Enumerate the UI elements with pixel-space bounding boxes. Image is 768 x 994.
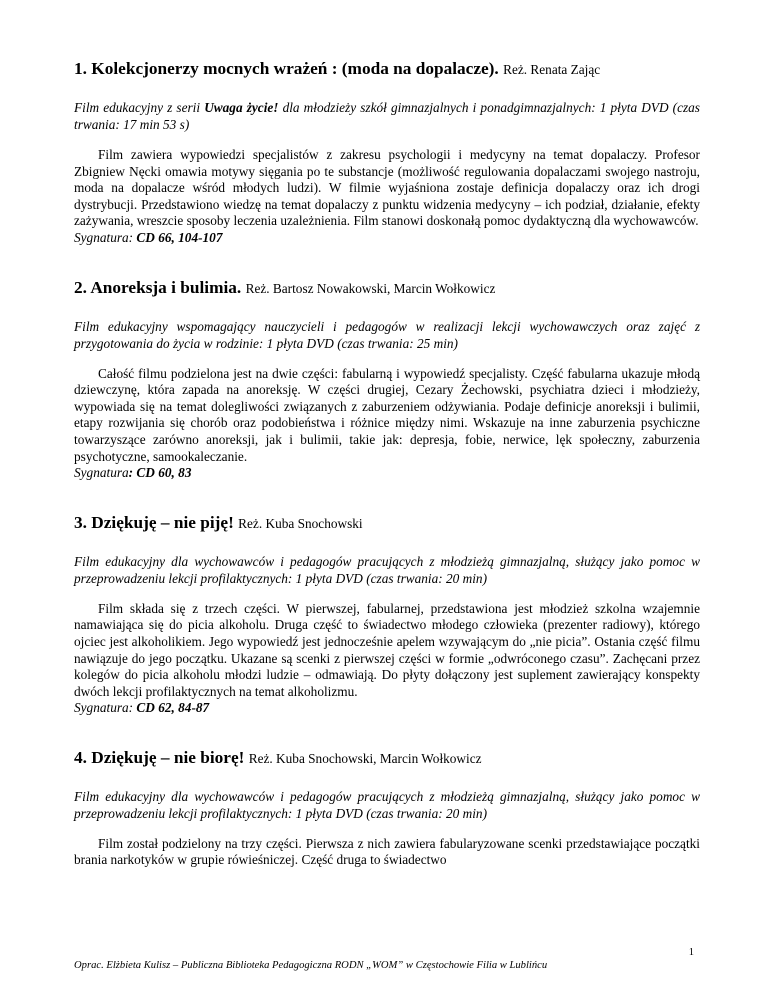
catalog-entry-1 <box>74 58 700 247</box>
entry-title: 3. Dziękuję – nie piję! <box>74 512 234 532</box>
entry-director: Reż. Bartosz Nowakowski, Marcin Wołkowicz <box>245 280 496 296</box>
entry-signature <box>74 465 700 482</box>
entry-title: 1. Kolekcjonerzy mocnych wrażeń : (moda na dopalacze). <box>74 59 499 78</box>
entry-signature <box>74 230 700 247</box>
entry-director: Reż. Renata Zając <box>503 62 601 77</box>
catalog-entry-4 <box>74 747 700 869</box>
entry-subtitle <box>74 99 700 133</box>
catalog-entry-3 <box>74 512 700 717</box>
signature-value: CD 66, 104-107 <box>136 229 223 245</box>
entry-subtitle: Film edukacyjny dla wychowawców i pedagogów pracujących z młodzieżą gimnazjalną, służący jako pomoc w przeprowadzeniu lekcji profilaktycznych: 1 płyta DVD (czas trwania: 20 min) <box>74 788 700 821</box>
entry-description: Film został podzielony na trzy części. Pierwsza z nich zawiera fabularyzowane scenki przedstawiające początki brania narkotyków w grupie rówieśniczej. Część druga to świadectwo <box>74 835 700 868</box>
entry-heading <box>74 747 700 770</box>
signature-label: Sygnatura: <box>74 700 137 716</box>
signature-value: CD 62, 84-87 <box>136 700 210 716</box>
document-page <box>74 58 700 869</box>
entry-heading <box>74 58 700 81</box>
signature-value: : CD 60, 83 <box>128 465 192 481</box>
page-footer: Oprac. Elżbieta Kulisz – Publiczna Biblioteka Pedagogiczna RODN „WOM” w Częstochowie Filia w Lublińcu <box>74 960 548 971</box>
entry-subtitle: Film edukacyjny wspomagający nauczycieli i pedagogów w realizacji lekcji wychowawczych oraz zajęć z przygotowania do życia w rodzinie: 1 płyta DVD (czas trwania: 25 min) <box>74 318 700 351</box>
entry-signature <box>74 700 700 717</box>
entry-director: Reż. Kuba Snochowski <box>238 515 363 531</box>
page-number: 1 <box>688 947 694 958</box>
series-name: Uwaga życie! <box>204 100 279 115</box>
subtitle-prefix: Film edukacyjny z serii <box>74 100 205 115</box>
entry-title: 4. Dziękuję – nie biorę! <box>74 747 245 767</box>
entry-description: Film składa się z trzech części. W pierwszej, fabularnej, przedstawiona jest młodzież szkolna wzajemnie namawiająca się do picia alkoholu. Druga część to świadectwo młodego człowieka (prezenter radiowy), którego ojciec jest alkoholikiem. Jego wypowiedź jest jednocześnie apelem wzywającym do „nie picia”. Ostania część filmu nawiązuje do jego początku. Ukazane są scenki z pierwszej części w formie „odwróconego czasu”. Zachęcani przez kolegów do picia alkoholu młodzi ludzie – odmawiają. Do płyty dołączony jest suplement zawierający konspekty dwóch lekcji profilaktycznych na temat alkoholizmu. <box>74 600 700 699</box>
entry-title: 2. Anoreksja i bulimia. <box>74 277 242 297</box>
entry-heading <box>74 277 700 300</box>
entry-director: Reż. Kuba Snochowski, Marcin Wołkowicz <box>248 750 482 766</box>
signature-label: Sygnatura: <box>74 229 137 245</box>
signature-label: Sygnatura <box>74 465 129 481</box>
subtitle-suffix: dla młodzieży szkół gimnazjalnych i ponadgimnazjalnych: 1 płyta DVD (czas trwania: 17 min 53 s) <box>74 100 700 132</box>
entry-description: Film zawiera wypowiedzi specjalistów z zakresu psychologii i medycyny na temat dopalaczy. Profesor Zbigniew Nęcki omawia motywy sięgania po te substancje (możliwość regulowania dopalaczami swojego nastroju, moda na dopalacze wśród młodych ludzi). W filmie wyjaśniona zostaje definicja dopalaczy oraz ich drogi dystrybucji. Przedstawiono wiedzę na temat dopalaczy z punktu widzenia medycyny – ich podział, działanie, efekty zażywania, wreszcie sposoby leczenia uzależnienia. Film stanowi doskonałą pomoc dydaktyczną dla wychowawców. <box>74 147 700 229</box>
entry-heading <box>74 512 700 535</box>
entry-description: Całość filmu podzielona jest na dwie części: fabularną i wypowiedź specjalisty. Część fabularna ukazuje młodą dziewczynę, która zapada na anoreksję. W części drugiej, Cezary Żechowski, psychiatra dzieci i młodzieży, wypowiada się na temat dolegliwości związanych z zaburzeniem odżywiania. Podaje definicje anoreksji i bulimii, etapy rozwijania się chorób oraz podobieństwa i różnice między nimi. Wskazuje na inne zaburzenia psychiczne towarzyszące zarówno anoreksji, jak i bulimii, takie jak: depresja, fobie, nerwice, lęk społeczny, zaburzenia psychotyczne, samookaleczanie. <box>74 365 700 464</box>
entry-subtitle: Film edukacyjny dla wychowawców i pedagogów pracujących z młodzieżą gimnazjalną, służący jako pomoc w przeprowadzeniu lekcji profilaktycznych: 1 płyta DVD (czas trwania: 20 min) <box>74 553 700 586</box>
catalog-entry-2 <box>74 277 700 482</box>
